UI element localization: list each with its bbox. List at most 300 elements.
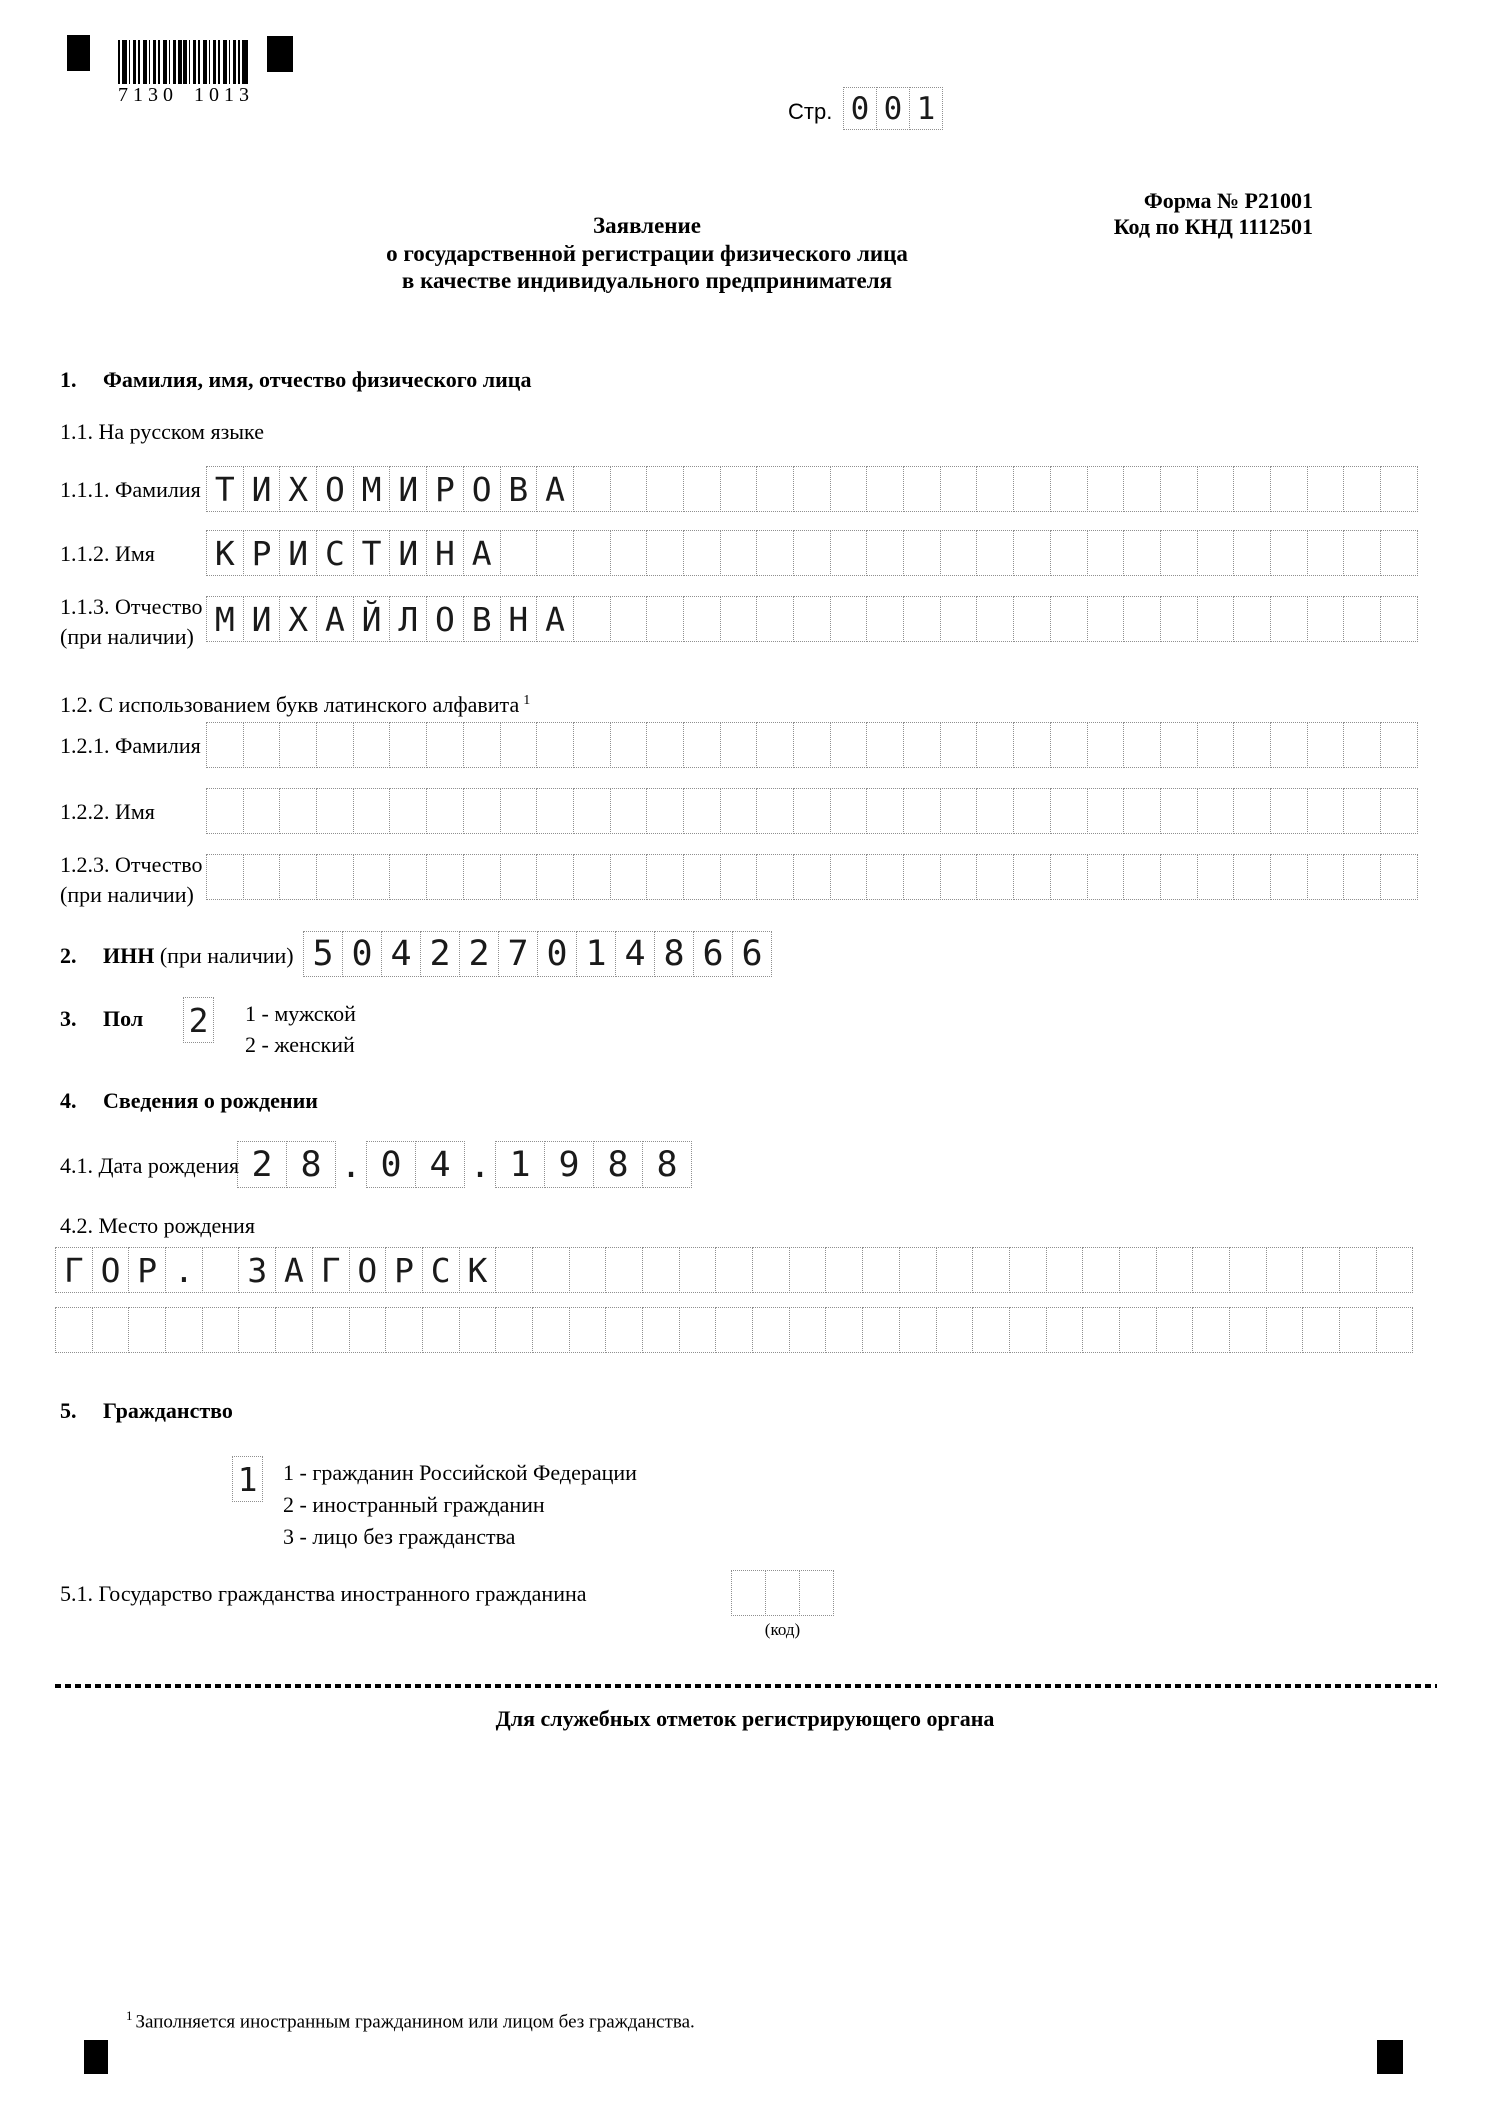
char-cell[interactable]: А bbox=[536, 466, 574, 512]
char-cell[interactable]: Х bbox=[279, 466, 317, 512]
char-cell[interactable] bbox=[316, 854, 354, 900]
char-cell[interactable]: А bbox=[536, 596, 574, 642]
char-cell[interactable] bbox=[866, 596, 904, 642]
char-cell[interactable] bbox=[1380, 596, 1418, 642]
char-cell[interactable] bbox=[1270, 854, 1308, 900]
char-cell[interactable]: 2 bbox=[237, 1141, 287, 1188]
char-cell[interactable]: К bbox=[459, 1247, 497, 1293]
char-cell[interactable]: 0 bbox=[366, 1141, 416, 1188]
char-cell[interactable] bbox=[799, 1570, 834, 1616]
char-cell[interactable] bbox=[1046, 1247, 1084, 1293]
char-cell[interactable] bbox=[940, 722, 978, 768]
birth-date-day-cells[interactable] bbox=[237, 1141, 336, 1188]
char-cell[interactable] bbox=[976, 466, 1014, 512]
char-cell[interactable] bbox=[1233, 596, 1271, 642]
char-cell[interactable] bbox=[976, 596, 1014, 642]
birth-date-field[interactable] bbox=[237, 1141, 692, 1188]
char-cell[interactable]: А bbox=[275, 1247, 313, 1293]
char-cell[interactable] bbox=[495, 1307, 533, 1353]
char-cell[interactable]: М bbox=[353, 466, 391, 512]
char-cell[interactable] bbox=[463, 722, 501, 768]
char-cell[interactable] bbox=[1087, 854, 1125, 900]
char-cell[interactable] bbox=[610, 854, 648, 900]
char-cell[interactable]: 2 bbox=[459, 931, 499, 977]
char-cell[interactable] bbox=[793, 596, 831, 642]
char-cell[interactable] bbox=[463, 854, 501, 900]
char-cell[interactable] bbox=[353, 722, 391, 768]
char-cell[interactable] bbox=[793, 466, 831, 512]
char-cell[interactable] bbox=[573, 530, 611, 576]
char-cell[interactable] bbox=[202, 1247, 240, 1293]
char-cell[interactable] bbox=[1013, 466, 1051, 512]
char-cell[interactable] bbox=[1380, 722, 1418, 768]
char-cell[interactable] bbox=[1380, 854, 1418, 900]
char-cell[interactable] bbox=[1082, 1307, 1120, 1353]
char-cell[interactable]: 0 bbox=[537, 931, 577, 977]
char-cell[interactable] bbox=[1266, 1247, 1304, 1293]
char-cell[interactable] bbox=[573, 722, 611, 768]
char-cell[interactable] bbox=[1087, 596, 1125, 642]
char-cell[interactable] bbox=[500, 788, 538, 834]
char-cell[interactable] bbox=[646, 788, 684, 834]
char-cell[interactable] bbox=[715, 1307, 753, 1353]
char-cell[interactable] bbox=[495, 1247, 533, 1293]
char-cell[interactable] bbox=[1233, 854, 1271, 900]
char-cell[interactable]: 1 bbox=[495, 1141, 545, 1188]
char-cell[interactable] bbox=[349, 1307, 387, 1353]
char-cell[interactable] bbox=[715, 1247, 753, 1293]
char-cell[interactable] bbox=[940, 854, 978, 900]
char-cell[interactable] bbox=[1307, 530, 1345, 576]
char-cell[interactable] bbox=[463, 788, 501, 834]
char-cell[interactable]: С bbox=[422, 1247, 460, 1293]
char-cell[interactable] bbox=[1343, 466, 1381, 512]
char-cell[interactable]: О bbox=[426, 596, 464, 642]
char-cell[interactable] bbox=[1302, 1247, 1340, 1293]
char-cell[interactable] bbox=[1343, 722, 1381, 768]
char-cell[interactable] bbox=[500, 722, 538, 768]
char-cell[interactable]: О bbox=[349, 1247, 387, 1293]
char-cell[interactable] bbox=[976, 788, 1014, 834]
char-cell[interactable] bbox=[756, 530, 794, 576]
char-cell[interactable] bbox=[279, 722, 317, 768]
char-cell[interactable] bbox=[1307, 466, 1345, 512]
char-cell[interactable] bbox=[275, 1307, 313, 1353]
char-cell[interactable] bbox=[1302, 1307, 1340, 1353]
char-cell[interactable] bbox=[1050, 722, 1088, 768]
char-cell[interactable] bbox=[793, 530, 831, 576]
char-cell[interactable] bbox=[279, 788, 317, 834]
char-cell[interactable] bbox=[573, 466, 611, 512]
char-cell[interactable] bbox=[532, 1307, 570, 1353]
char-cell[interactable] bbox=[165, 1307, 203, 1353]
char-cell[interactable] bbox=[1123, 854, 1161, 900]
char-cell[interactable] bbox=[720, 854, 758, 900]
char-cell[interactable] bbox=[789, 1247, 827, 1293]
char-cell[interactable] bbox=[1380, 788, 1418, 834]
char-cell[interactable]: Х bbox=[279, 596, 317, 642]
char-cell[interactable]: Т bbox=[206, 466, 244, 512]
char-cell[interactable] bbox=[756, 854, 794, 900]
char-cell[interactable] bbox=[1160, 854, 1198, 900]
birth-date-year-cells[interactable] bbox=[495, 1141, 692, 1188]
char-cell[interactable] bbox=[238, 1307, 276, 1353]
char-cell[interactable] bbox=[1197, 788, 1235, 834]
char-cell[interactable]: Г bbox=[55, 1247, 93, 1293]
char-cell[interactable] bbox=[830, 466, 868, 512]
char-cell[interactable]: 7 bbox=[498, 931, 538, 977]
char-cell[interactable]: Н bbox=[426, 530, 464, 576]
char-cell[interactable]: Р bbox=[128, 1247, 166, 1293]
char-cell[interactable] bbox=[1160, 788, 1198, 834]
char-cell[interactable] bbox=[243, 854, 281, 900]
char-cell[interactable]: И bbox=[243, 466, 281, 512]
char-cell[interactable]: 1 bbox=[576, 931, 616, 977]
char-cell[interactable] bbox=[1009, 1307, 1047, 1353]
char-cell[interactable] bbox=[862, 1307, 900, 1353]
char-cell[interactable] bbox=[903, 722, 941, 768]
char-cell[interactable]: 1 bbox=[232, 1456, 263, 1502]
char-cell[interactable] bbox=[569, 1307, 607, 1353]
char-cell[interactable] bbox=[752, 1307, 790, 1353]
char-cell[interactable] bbox=[1197, 466, 1235, 512]
char-cell[interactable] bbox=[500, 530, 538, 576]
char-cell[interactable] bbox=[972, 1307, 1010, 1353]
char-cell[interactable] bbox=[899, 1247, 937, 1293]
char-cell[interactable]: 6 bbox=[693, 931, 733, 977]
char-cell[interactable] bbox=[573, 854, 611, 900]
char-cell[interactable] bbox=[940, 788, 978, 834]
char-cell[interactable]: 6 bbox=[732, 931, 772, 977]
char-cell[interactable] bbox=[1087, 530, 1125, 576]
char-cell[interactable] bbox=[679, 1307, 717, 1353]
char-cell[interactable]: 8 bbox=[654, 931, 694, 977]
char-cell[interactable] bbox=[756, 466, 794, 512]
birth-date-month-cells[interactable] bbox=[366, 1141, 465, 1188]
char-cell[interactable] bbox=[206, 854, 244, 900]
char-cell[interactable] bbox=[1192, 1247, 1230, 1293]
char-cell[interactable] bbox=[825, 1307, 863, 1353]
char-cell[interactable]: 0 bbox=[342, 931, 382, 977]
char-cell[interactable] bbox=[536, 854, 574, 900]
char-cell[interactable] bbox=[1270, 530, 1308, 576]
char-cell[interactable] bbox=[683, 466, 721, 512]
char-cell[interactable] bbox=[385, 1307, 423, 1353]
char-cell[interactable] bbox=[646, 722, 684, 768]
char-cell[interactable] bbox=[720, 466, 758, 512]
char-cell[interactable] bbox=[866, 466, 904, 512]
char-cell[interactable] bbox=[389, 788, 427, 834]
patronymic-ru-cells[interactable] bbox=[206, 596, 1418, 642]
char-cell[interactable] bbox=[1229, 1307, 1267, 1353]
char-cell[interactable]: Р bbox=[385, 1247, 423, 1293]
char-cell[interactable]: К bbox=[206, 530, 244, 576]
char-cell[interactable] bbox=[830, 722, 868, 768]
char-cell[interactable] bbox=[731, 1570, 766, 1616]
char-cell[interactable] bbox=[353, 788, 391, 834]
char-cell[interactable] bbox=[866, 854, 904, 900]
char-cell[interactable] bbox=[1197, 530, 1235, 576]
char-cell[interactable] bbox=[1339, 1247, 1377, 1293]
char-cell[interactable] bbox=[206, 722, 244, 768]
char-cell[interactable] bbox=[569, 1247, 607, 1293]
char-cell[interactable] bbox=[1307, 596, 1345, 642]
char-cell[interactable]: 2 bbox=[183, 997, 214, 1043]
char-cell[interactable] bbox=[536, 530, 574, 576]
char-cell[interactable] bbox=[903, 530, 941, 576]
char-cell[interactable] bbox=[756, 596, 794, 642]
char-cell[interactable]: З bbox=[238, 1247, 276, 1293]
char-cell[interactable] bbox=[500, 854, 538, 900]
char-cell[interactable] bbox=[679, 1247, 717, 1293]
char-cell[interactable] bbox=[683, 530, 721, 576]
char-cell[interactable]: 1 bbox=[909, 87, 943, 130]
citizenship-value-box[interactable] bbox=[232, 1456, 263, 1502]
char-cell[interactable] bbox=[830, 788, 868, 834]
surname-lat-cells[interactable] bbox=[206, 722, 1418, 768]
char-cell[interactable] bbox=[825, 1247, 863, 1293]
char-cell[interactable]: А bbox=[316, 596, 354, 642]
char-cell[interactable] bbox=[605, 1247, 643, 1293]
char-cell[interactable] bbox=[243, 722, 281, 768]
char-cell[interactable]: 0 bbox=[876, 87, 910, 130]
char-cell[interactable]: О bbox=[463, 466, 501, 512]
char-cell[interactable] bbox=[1050, 596, 1088, 642]
char-cell[interactable] bbox=[756, 788, 794, 834]
char-cell[interactable] bbox=[1046, 1307, 1084, 1353]
char-cell[interactable] bbox=[1087, 466, 1125, 512]
char-cell[interactable] bbox=[1123, 722, 1161, 768]
char-cell[interactable] bbox=[1050, 854, 1088, 900]
char-cell[interactable] bbox=[862, 1247, 900, 1293]
char-cell[interactable] bbox=[316, 788, 354, 834]
char-cell[interactable] bbox=[899, 1307, 937, 1353]
char-cell[interactable]: . bbox=[165, 1247, 203, 1293]
char-cell[interactable] bbox=[903, 788, 941, 834]
char-cell[interactable] bbox=[1123, 596, 1161, 642]
char-cell[interactable] bbox=[793, 788, 831, 834]
char-cell[interactable] bbox=[1050, 788, 1088, 834]
char-cell[interactable] bbox=[830, 596, 868, 642]
inn-cells[interactable] bbox=[303, 931, 772, 977]
char-cell[interactable] bbox=[573, 788, 611, 834]
char-cell[interactable] bbox=[720, 596, 758, 642]
char-cell[interactable] bbox=[940, 466, 978, 512]
char-cell[interactable] bbox=[646, 466, 684, 512]
char-cell[interactable] bbox=[1123, 530, 1161, 576]
char-cell[interactable] bbox=[976, 722, 1014, 768]
char-cell[interactable] bbox=[1380, 466, 1418, 512]
char-cell[interactable] bbox=[1197, 854, 1235, 900]
char-cell[interactable] bbox=[279, 854, 317, 900]
char-cell[interactable] bbox=[573, 596, 611, 642]
char-cell[interactable] bbox=[92, 1307, 130, 1353]
birth-place-cells-row1[interactable] bbox=[55, 1247, 1413, 1293]
char-cell[interactable] bbox=[426, 854, 464, 900]
char-cell[interactable] bbox=[1270, 722, 1308, 768]
char-cell[interactable] bbox=[940, 530, 978, 576]
char-cell[interactable] bbox=[1123, 788, 1161, 834]
char-cell[interactable] bbox=[793, 722, 831, 768]
char-cell[interactable]: 0 bbox=[843, 87, 877, 130]
char-cell[interactable] bbox=[426, 722, 464, 768]
char-cell[interactable] bbox=[866, 530, 904, 576]
char-cell[interactable] bbox=[1376, 1247, 1414, 1293]
char-cell[interactable]: И bbox=[389, 530, 427, 576]
char-cell[interactable] bbox=[206, 788, 244, 834]
char-cell[interactable] bbox=[720, 722, 758, 768]
char-cell[interactable] bbox=[610, 466, 648, 512]
birth-place-cells-row2[interactable] bbox=[55, 1307, 1413, 1353]
char-cell[interactable] bbox=[646, 854, 684, 900]
char-cell[interactable] bbox=[312, 1307, 350, 1353]
char-cell[interactable] bbox=[1160, 466, 1198, 512]
char-cell[interactable] bbox=[1160, 722, 1198, 768]
char-cell[interactable] bbox=[1233, 722, 1271, 768]
char-cell[interactable] bbox=[422, 1307, 460, 1353]
char-cell[interactable] bbox=[202, 1307, 240, 1353]
char-cell[interactable] bbox=[1119, 1247, 1157, 1293]
name-ru-cells[interactable] bbox=[206, 530, 1418, 576]
char-cell[interactable] bbox=[1156, 1247, 1194, 1293]
char-cell[interactable] bbox=[1343, 788, 1381, 834]
char-cell[interactable] bbox=[830, 530, 868, 576]
char-cell[interactable] bbox=[1009, 1247, 1047, 1293]
char-cell[interactable] bbox=[765, 1570, 800, 1616]
char-cell[interactable] bbox=[1013, 788, 1051, 834]
char-cell[interactable] bbox=[903, 596, 941, 642]
char-cell[interactable] bbox=[1339, 1307, 1377, 1353]
char-cell[interactable] bbox=[1270, 788, 1308, 834]
char-cell[interactable] bbox=[243, 788, 281, 834]
char-cell[interactable]: М bbox=[206, 596, 244, 642]
char-cell[interactable] bbox=[1233, 788, 1271, 834]
char-cell[interactable] bbox=[646, 530, 684, 576]
char-cell[interactable] bbox=[683, 788, 721, 834]
char-cell[interactable] bbox=[1087, 722, 1125, 768]
char-cell[interactable] bbox=[1266, 1307, 1304, 1353]
char-cell[interactable] bbox=[830, 854, 868, 900]
char-cell[interactable] bbox=[1013, 854, 1051, 900]
char-cell[interactable] bbox=[536, 788, 574, 834]
char-cell[interactable] bbox=[1307, 854, 1345, 900]
surname-ru-cells[interactable] bbox=[206, 466, 1418, 512]
char-cell[interactable] bbox=[642, 1307, 680, 1353]
char-cell[interactable]: 4 bbox=[381, 931, 421, 977]
char-cell[interactable] bbox=[683, 596, 721, 642]
char-cell[interactable] bbox=[756, 722, 794, 768]
char-cell[interactable] bbox=[1343, 530, 1381, 576]
char-cell[interactable] bbox=[936, 1307, 974, 1353]
char-cell[interactable] bbox=[976, 854, 1014, 900]
char-cell[interactable] bbox=[789, 1307, 827, 1353]
char-cell[interactable] bbox=[610, 530, 648, 576]
char-cell[interactable]: И bbox=[279, 530, 317, 576]
char-cell[interactable] bbox=[940, 596, 978, 642]
char-cell[interactable]: В bbox=[463, 596, 501, 642]
char-cell[interactable] bbox=[459, 1307, 497, 1353]
char-cell[interactable] bbox=[976, 530, 1014, 576]
char-cell[interactable] bbox=[866, 788, 904, 834]
char-cell[interactable] bbox=[683, 854, 721, 900]
char-cell[interactable] bbox=[1013, 596, 1051, 642]
char-cell[interactable] bbox=[1087, 788, 1125, 834]
char-cell[interactable] bbox=[610, 596, 648, 642]
char-cell[interactable]: О bbox=[92, 1247, 130, 1293]
char-cell[interactable]: 8 bbox=[642, 1141, 692, 1188]
char-cell[interactable] bbox=[752, 1247, 790, 1293]
char-cell[interactable] bbox=[1013, 722, 1051, 768]
char-cell[interactable] bbox=[55, 1307, 93, 1353]
char-cell[interactable] bbox=[903, 854, 941, 900]
char-cell[interactable] bbox=[610, 788, 648, 834]
char-cell[interactable]: 4 bbox=[415, 1141, 465, 1188]
char-cell[interactable] bbox=[128, 1307, 166, 1353]
char-cell[interactable] bbox=[720, 788, 758, 834]
char-cell[interactable] bbox=[1270, 596, 1308, 642]
char-cell[interactable]: 5 bbox=[303, 931, 343, 977]
char-cell[interactable]: Р bbox=[426, 466, 464, 512]
char-cell[interactable] bbox=[389, 722, 427, 768]
char-cell[interactable] bbox=[1343, 596, 1381, 642]
char-cell[interactable] bbox=[1156, 1307, 1194, 1353]
char-cell[interactable] bbox=[1050, 466, 1088, 512]
char-cell[interactable]: 9 bbox=[544, 1141, 594, 1188]
char-cell[interactable]: Н bbox=[500, 596, 538, 642]
char-cell[interactable]: 2 bbox=[420, 931, 460, 977]
char-cell[interactable]: С bbox=[316, 530, 354, 576]
char-cell[interactable] bbox=[972, 1247, 1010, 1293]
char-cell[interactable] bbox=[642, 1247, 680, 1293]
char-cell[interactable] bbox=[866, 722, 904, 768]
char-cell[interactable] bbox=[1376, 1307, 1414, 1353]
char-cell[interactable] bbox=[1229, 1247, 1267, 1293]
char-cell[interactable]: 4 bbox=[615, 931, 655, 977]
char-cell[interactable] bbox=[1119, 1307, 1157, 1353]
char-cell[interactable] bbox=[1192, 1307, 1230, 1353]
char-cell[interactable] bbox=[646, 596, 684, 642]
char-cell[interactable] bbox=[1380, 530, 1418, 576]
char-cell[interactable] bbox=[1082, 1247, 1120, 1293]
char-cell[interactable] bbox=[793, 854, 831, 900]
char-cell[interactable] bbox=[683, 722, 721, 768]
char-cell[interactable] bbox=[1050, 530, 1088, 576]
char-cell[interactable]: В bbox=[500, 466, 538, 512]
char-cell[interactable] bbox=[1307, 722, 1345, 768]
char-cell[interactable] bbox=[610, 722, 648, 768]
char-cell[interactable]: Р bbox=[243, 530, 281, 576]
char-cell[interactable] bbox=[1013, 530, 1051, 576]
char-cell[interactable] bbox=[1233, 530, 1271, 576]
char-cell[interactable] bbox=[532, 1247, 570, 1293]
char-cell[interactable] bbox=[1123, 466, 1161, 512]
char-cell[interactable] bbox=[1160, 596, 1198, 642]
char-cell[interactable] bbox=[605, 1307, 643, 1353]
char-cell[interactable]: О bbox=[316, 466, 354, 512]
char-cell[interactable]: Л bbox=[389, 596, 427, 642]
char-cell[interactable] bbox=[903, 466, 941, 512]
char-cell[interactable] bbox=[720, 530, 758, 576]
char-cell[interactable] bbox=[389, 854, 427, 900]
char-cell[interactable] bbox=[1197, 596, 1235, 642]
country-code-cells[interactable] bbox=[731, 1570, 834, 1616]
name-lat-cells[interactable] bbox=[206, 788, 1418, 834]
char-cell[interactable] bbox=[353, 854, 391, 900]
char-cell[interactable] bbox=[1233, 466, 1271, 512]
char-cell[interactable] bbox=[1343, 854, 1381, 900]
patronymic-lat-cells[interactable] bbox=[206, 854, 1418, 900]
char-cell[interactable] bbox=[1270, 466, 1308, 512]
